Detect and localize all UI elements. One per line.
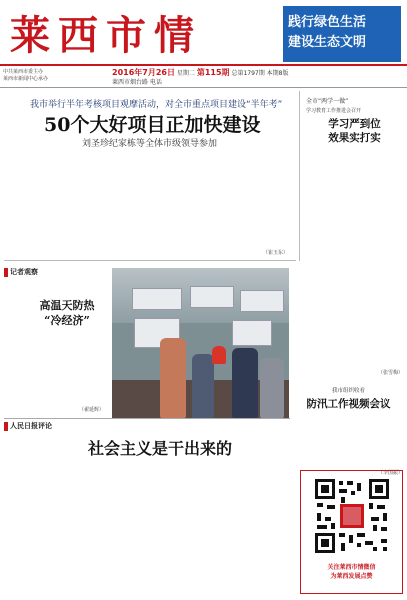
issue-phone: 电话 (149, 79, 162, 86)
photo-box (212, 346, 226, 364)
photo-ac-unit (232, 320, 272, 346)
publisher-line: 莱西市新闻中心承办 (3, 76, 49, 82)
lead-author: （崔玉东） (262, 250, 288, 256)
qr-code-image[interactable] (313, 477, 391, 555)
issue-info-bar (0, 64, 407, 88)
photo-ac-unit (240, 290, 284, 312)
lead-body-column (153, 151, 222, 251)
issue-pages: 本期8版 (266, 70, 289, 77)
photo-ac-unit (190, 286, 234, 308)
commentary-column (150, 464, 217, 590)
right-author-1: （张雪梅） (377, 370, 403, 376)
commentary-headline: 社会主义是干出来的 (88, 439, 233, 458)
right-kicker: 我市组织收看 (331, 388, 365, 394)
lead-body-column (79, 151, 148, 251)
observation-headline: 高温天防热 “冷经济” (39, 299, 95, 327)
news-photo (112, 268, 289, 418)
publisher-line: 中共莱西市委主办 (3, 69, 44, 75)
section-label-text: 记者观察 (10, 268, 38, 276)
commentary-article (4, 420, 290, 595)
section-label-text: 人民日报评论 (10, 422, 52, 430)
observation-body (4, 330, 108, 408)
side-headline: 学习严到位 效果实打实 (328, 118, 381, 144)
section-divider (4, 418, 290, 419)
photo-ac-unit (132, 288, 182, 310)
lead-body (4, 151, 296, 251)
right-body-2 (294, 414, 403, 468)
commentary-column (223, 464, 290, 590)
qr-caption-line: 为莱西发展点赞 (330, 573, 373, 580)
commentary-column (77, 464, 144, 590)
right-body-1 (294, 272, 403, 368)
qr-code-graphic (313, 477, 391, 555)
right-author-2: （李国振） (377, 470, 403, 476)
publisher-info (3, 69, 48, 83)
right-column (294, 266, 403, 476)
photo-person (260, 358, 284, 418)
issue-total: 总第1797期 (231, 70, 265, 77)
observation-article (4, 266, 110, 416)
slogan-line-1: 践行绿色生活 (288, 15, 367, 30)
issue-address: 莱西市烟台路 (112, 79, 149, 86)
commentary-body (4, 464, 290, 590)
lead-article (4, 91, 296, 261)
qr-caption (301, 563, 402, 581)
observation-author: （翟延辉） (78, 407, 104, 413)
photo-person (232, 348, 258, 418)
side-article (299, 91, 403, 261)
photo-person (192, 354, 214, 418)
photo-person (160, 338, 186, 418)
lead-kicker: 我市举行半年考核项目观摩活动，对全市重点项目建设“半年考” (30, 100, 283, 110)
issue-number: 第115期 (196, 68, 230, 77)
right-headline: 防汛工作视频会议 (306, 398, 391, 410)
commentary-column (4, 464, 71, 590)
qr-caption-line: 关注莱西市情微信 (327, 564, 376, 571)
newspaper-title: 莱西市情 (10, 12, 202, 59)
issue-date-info (112, 68, 288, 87)
masthead (0, 0, 407, 66)
side-kicker-2: 学习教育工作推进会召开 (306, 108, 362, 114)
lead-subhead: 刘圣珍纪家栋等全体市级领导参加 (82, 139, 218, 149)
lead-body-column (228, 151, 297, 251)
lead-headline: 50个大好项目正加快建设 (44, 114, 261, 136)
side-kicker-1: 全市“两学一做” (306, 98, 349, 105)
slogan-line-2: 建设生态文明 (288, 35, 367, 50)
wechat-qr-box (300, 470, 403, 594)
lead-body-column (4, 151, 73, 251)
slogan-box (283, 6, 401, 62)
issue-date: 2016年7月26日 (112, 68, 175, 77)
issue-weekday: 星期二 (176, 70, 195, 77)
side-body (306, 148, 403, 244)
